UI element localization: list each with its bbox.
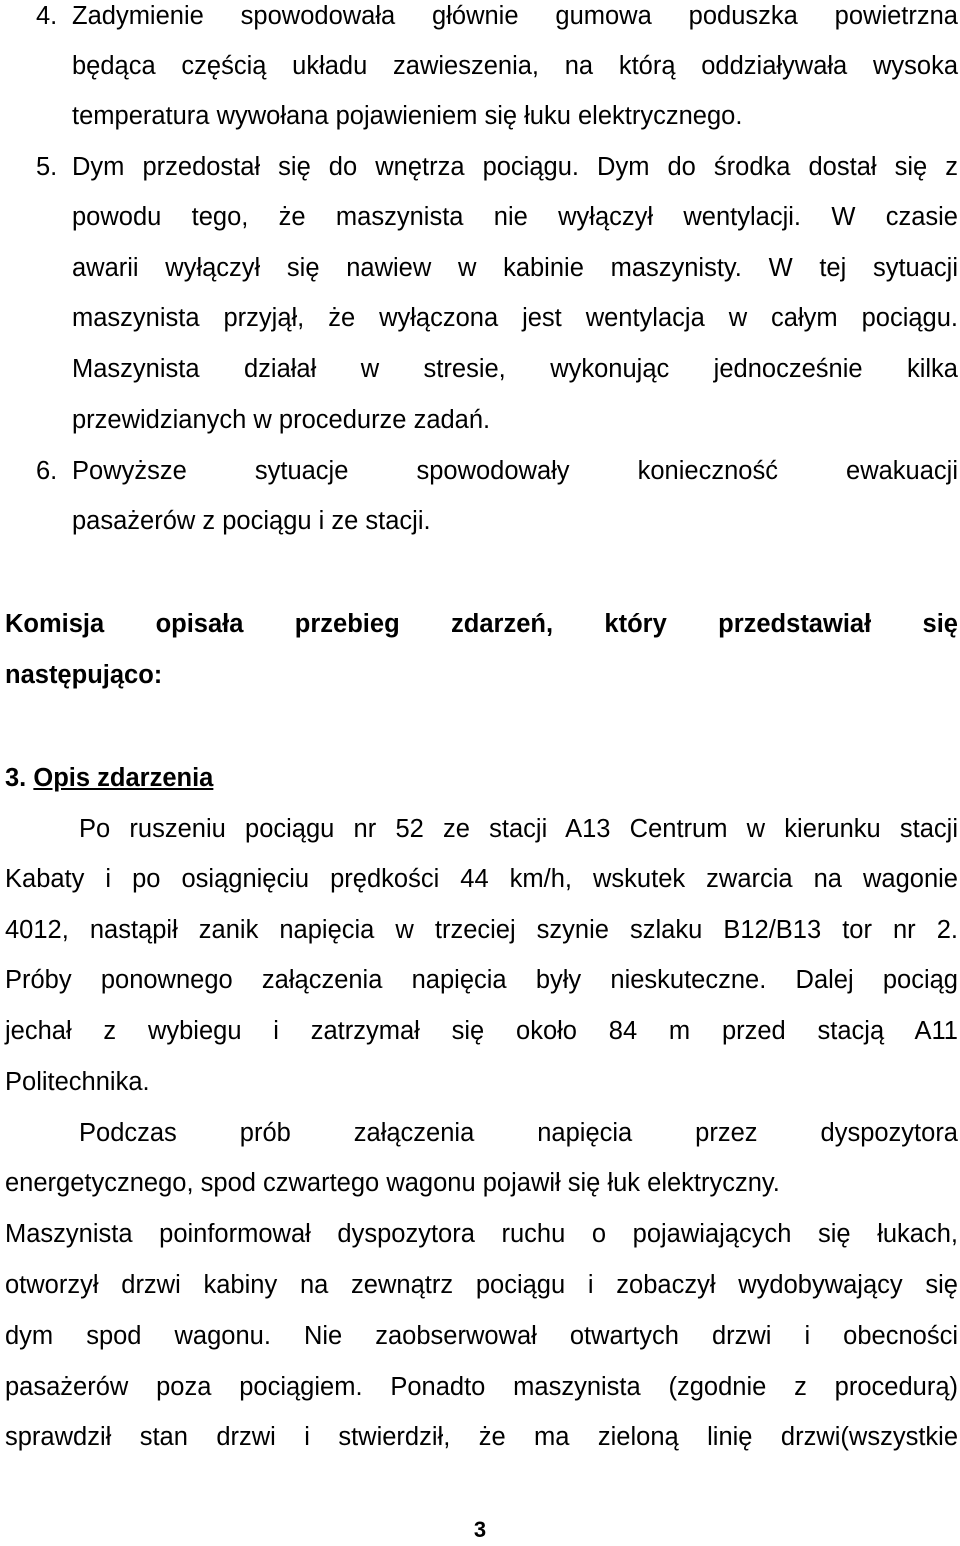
statement-line: następująco: bbox=[5, 661, 163, 689]
section-heading bbox=[5, 758, 213, 798]
section-number: 3. bbox=[5, 764, 27, 792]
list-item-line: Dym przedostał się do wnętrza pociągu. Dym do środka dostał się z bbox=[72, 153, 958, 181]
list-item-line: Zadymienie spowodowała głównie gumowa poduszka powietrzna bbox=[72, 2, 958, 30]
paragraph-line: otworzył drzwi kabiny na zewnątrz pociągu i zobaczył wydobywający się bbox=[5, 1271, 958, 1299]
list-item-line: pasażerów z pociągu i ze stacji. bbox=[72, 507, 431, 535]
paragraph-line: Kabaty i po osiągnięciu prędkości 44 km/h, wskutek zwarcia na wagonie bbox=[5, 865, 958, 893]
paragraph-line: pasażerów poza pociągiem. Ponadto maszynista (zgodnie z procedurą) bbox=[5, 1373, 958, 1401]
list-item-line: maszynista przyjął, że wyłączona jest wentylacja w całym pociągu. bbox=[72, 304, 958, 332]
paragraph-line: Maszynista poinformował dyspozytora ruchu o pojawiających się łukach, bbox=[5, 1220, 958, 1248]
paragraph-line: Po ruszeniu pociągu nr 52 ze stacji A13 Centrum w kierunku stacji bbox=[79, 815, 958, 843]
paragraph-line: dym spod wagonu. Nie zaobserwował otwartych drzwi i obecności bbox=[5, 1322, 958, 1350]
page-number: 3 bbox=[473, 1517, 487, 1542]
list-item-line: temperatura wywołana pojawieniem się łuku elektrycznego. bbox=[72, 102, 743, 130]
list-number: 5. bbox=[36, 153, 58, 181]
list-item-line: Maszynista działał w stresie, wykonując jednocześnie kilka bbox=[72, 355, 958, 383]
paragraph-line: Politechnika. bbox=[5, 1068, 150, 1096]
paragraph-line: energetycznego, spod czwartego wagonu pojawił się łuk elektryczny. bbox=[5, 1169, 780, 1197]
list-item-line: Powyższe sytuacje spowodowały konieczność ewakuacji bbox=[72, 457, 958, 485]
list-item-line: powodu tego, że maszynista nie wyłączył wentylacji. W czasie bbox=[72, 203, 958, 231]
list-item-line: będąca częścią układu zawieszenia, na którą oddziaływała wysoka bbox=[72, 52, 958, 80]
statement-line: Komisja opisała przebieg zdarzeń, który przedstawiał się bbox=[5, 610, 958, 638]
list-number: 4. bbox=[36, 2, 58, 30]
list-item-line: przewidzianych w procedurze zadań. bbox=[72, 406, 491, 434]
paragraph-line: jechał z wybiegu i zatrzymał się około 84 m przed stacją A11 bbox=[5, 1017, 958, 1045]
paragraph-line: sprawdził stan drzwi i stwierdził, że ma zieloną linię drzwi(wszystkie bbox=[5, 1423, 958, 1451]
section-title: Opis zdarzenia bbox=[33, 764, 214, 792]
paragraph-line: Próby ponownego załączenia napięcia były nieskuteczne. Dalej pociąg bbox=[5, 966, 958, 994]
list-item-line: awarii wyłączył się nawiew w kabinie maszynisty. W tej sytuacji bbox=[72, 254, 958, 282]
list-number: 6. bbox=[36, 457, 58, 485]
paragraph-line: Podczas prób załączenia napięcia przez dyspozytora bbox=[79, 1119, 958, 1147]
paragraph-line: 4012, nastąpił zanik napięcia w trzeciej szynie szlaku B12/B13 tor nr 2. bbox=[5, 916, 958, 944]
